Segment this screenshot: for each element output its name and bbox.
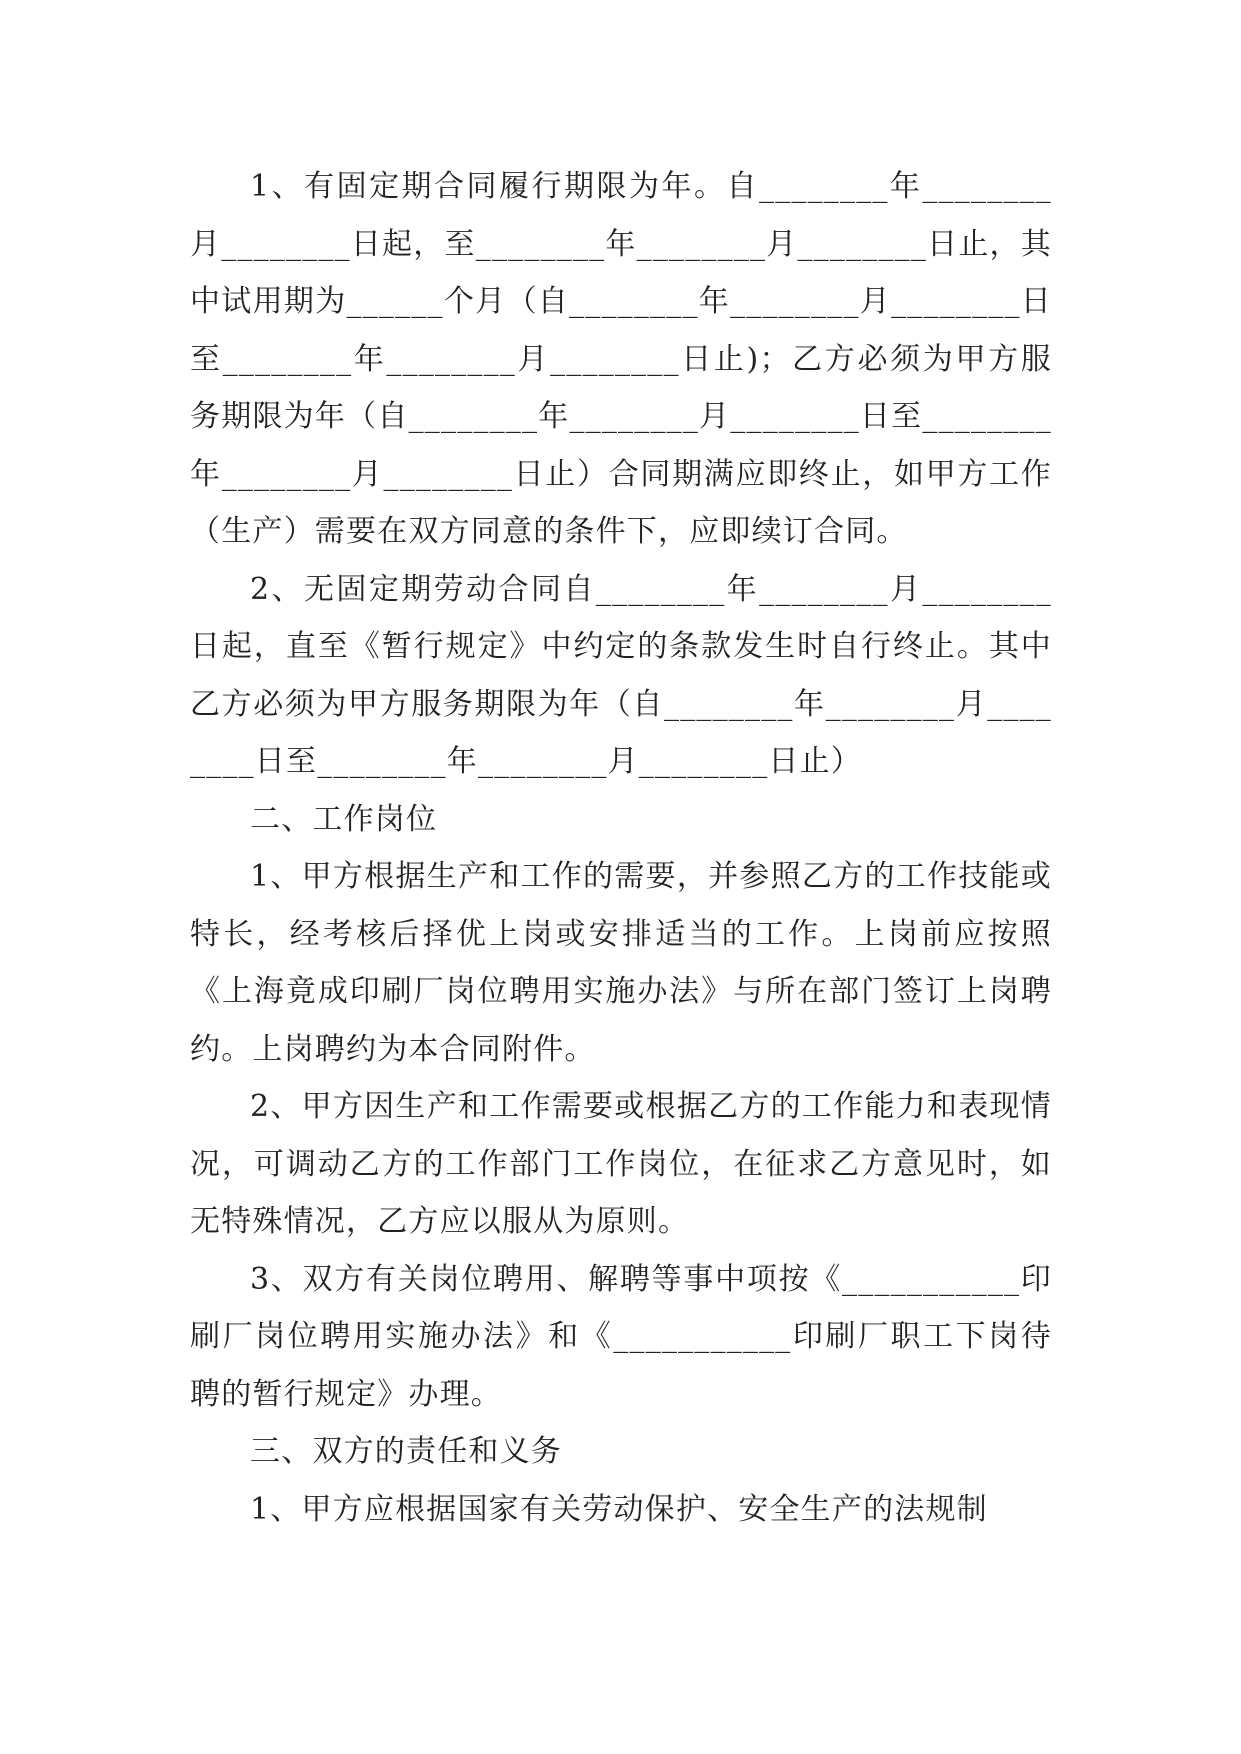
paragraph-position-rules: 3、双方有关岗位聘用、解聘等事中项按《___________印刷厂岗位聘用实施办法》和《___________印刷厂职工下岗待聘的暂行规定》办理。 [190, 1261, 1052, 1412]
paragraph-position-assignment: 1、甲方根据生产和工作的需要，并参照乙方的工作技能或特长，经考核后择优上岗或安排适当的工作。上岗前应按照《上海竟成印刷厂岗位聘用实施办法》与所在部门签订上岗聘约。上岗聘约为本合同附件。 [190, 859, 1052, 1067]
paragraph-term-open-ended: 2、无固定期劳动合同自________年________月________日起，直至《暂行规定》中约定的条款发生时自行终止。其中乙方必须为甲方服务期限为年（自________年________月________日至________年________月________日止） [190, 571, 1052, 779]
paragraph-employer-duty: 1、甲方应根据国家有关劳动保护、安全生产的法规制 [250, 1491, 988, 1527]
paragraph-position-transfer: 2、甲方因生产和工作需要或根据乙方的工作能力和表现情况，可调动乙方的工作部门工作岗位，在征求乙方意见时，如无特殊情况，乙方应以服从为原则。 [190, 1089, 1052, 1239]
document-page [190, 158, 1052, 1538]
section-heading-responsibilities: 三、双方的责任和义务 [250, 1434, 562, 1469]
paragraph-term-fixed: 1、有固定期合同履行期限为年。自________年________月________日起，至________年________月________日止，其中试用期为______个月（自________年________月________日至________年________月________日止)；乙方必须为甲方服务期限为年（自________年________月________日至________年________月________日止）合同期满应即终止，如甲方工作（生产）需要在双方同意的条件下，应即续订合同。 [190, 169, 1052, 549]
section-heading-job-position: 二、工作岗位 [250, 801, 438, 837]
